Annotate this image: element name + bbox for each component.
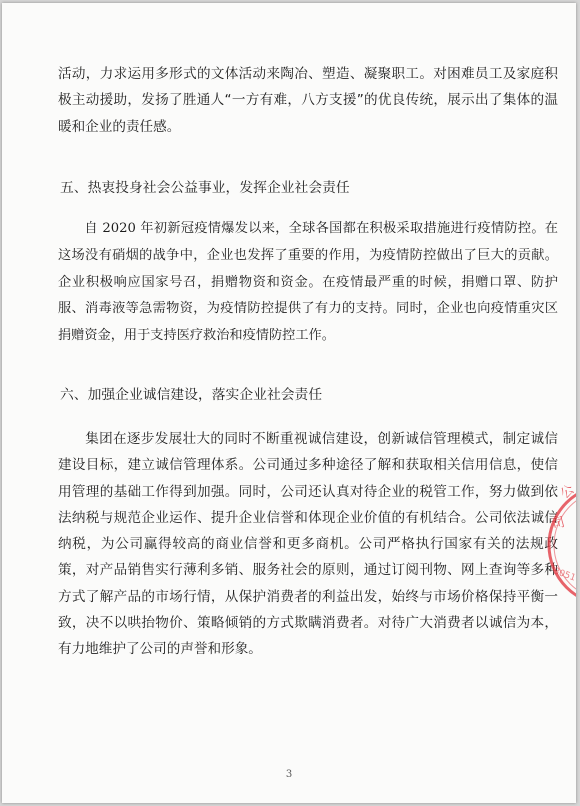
document-page: [2, 3, 576, 803]
svg-text:3051: 3051: [551, 566, 577, 584]
red-seal-stamp-icon: [547, 473, 576, 623]
svg-text:公: 公: [557, 482, 578, 503]
paragraph-continuation: 活动，力求运用多形式的文体活动来陶冶、塑造、凝聚职工。对困难员工及家庭积极主动援助，发扬了胜通人“一方有难，八方支援”的优良传统，展示出了集体的温暖和企业的责任感。: [58, 66, 558, 135]
page-number: 3: [285, 769, 293, 780]
paragraph-section-6: 集团在逐步发展壮大的同时不断重视诚信建设，创新诚信管理模式，制定诚信建设目标，建立诚信管理体系。公司通过多种途径了解和获取相关信用信息，使信用管理的基础工作得到加强。同时，公司还认真对待企业的税管工作，努力做到依法纳税与规范企业运作、提升企业信誉和体现企业价值的有机结合。公司依法诚信纳税，为公司赢得较高的商业信誉和更多商机。公司严格执行国家有关的法规政策，对产品销售实行薄利多销、服务社会的原则，通过订阅刊物、网上查询等多种方式了解产品的市场行情，从保护消费者的利益出发，始终与市场价格保持平衡一致，决不以哄抬物价、策略倾销的方式欺瞒消费者。对待广大消费者以诚信为本，有力地维护了公司的声誉和形象。: [58, 431, 558, 658]
svg-text:司: 司: [550, 515, 567, 533]
section-heading-5: 五、热衷投身社会公益事业，发挥企业社会责任: [60, 180, 350, 196]
section-heading-6: 六、加强企业诚信建设，落实企业社会责任: [60, 387, 323, 403]
paragraph-section-5: 自 2020 年初新冠疫情爆发以来，全球各国都在积极采取措施进行疫情防控。在这场没有硝烟的战争中，企业也发挥了重要的作用，为疫情防控做出了巨大的贡献。 企业积极响应国家号召，捐赠物资和资金。在疫情最严重的时候，捐赠口罩、防护服、消毒液等急需物资，为疫情防控提供了有力的支持。同时，企业也向疫情重灾区捐赠资金，用于支持医疗救治和疫情防控工作。: [58, 221, 558, 344]
